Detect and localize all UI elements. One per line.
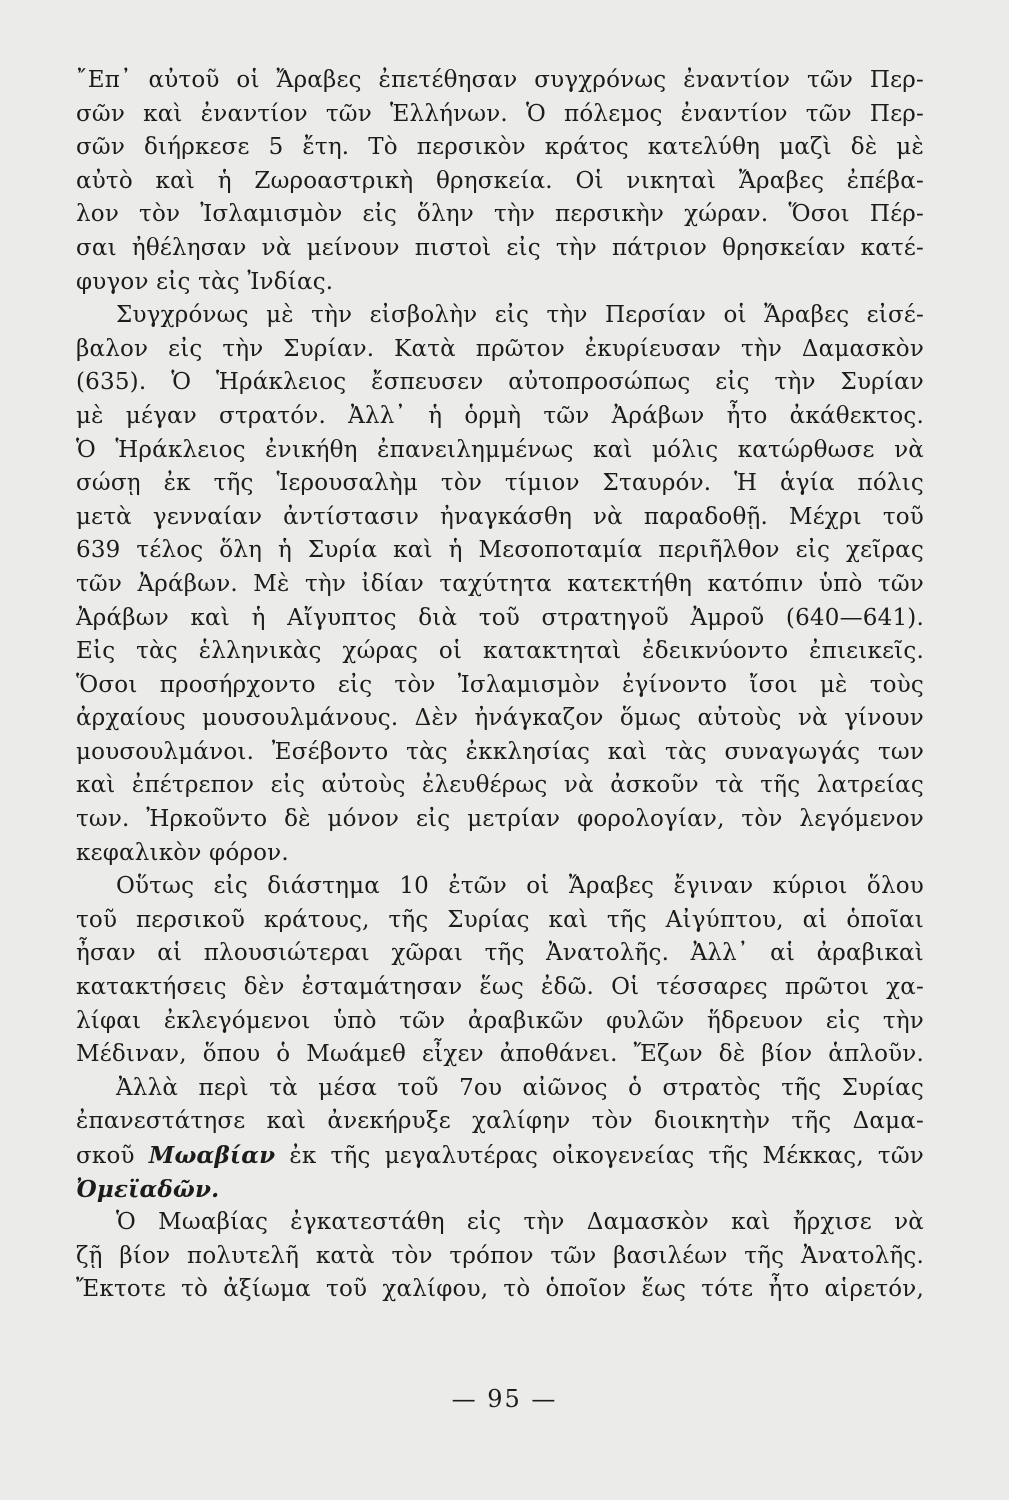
text-line: ἦσαν αἱ πλουσιώτεραι χῶραι τῆς Ἀνατολῆς. Ἀλλ᾽ αἱ ἀραβικαὶ [76,940,924,967]
text-line: ἐπανεστάτησε καὶ ἀνεκήρυξε χαλίφην τὸν διοικητὴν τῆς Δαμα- [76,1108,924,1135]
text-line [76,1139,924,1173]
text-fragment: ἐκ τῆς μεγαλυτέρας οἰκογενείας τῆς Μέκκας, τῶν [289,1143,924,1169]
text-line: μὲ μέγαν στρατόν. Ἀλλ᾽ ἡ ὁρμὴ τῶν Ἀράβων ἦτο ἀκάθεκτος. [76,402,924,429]
text-line: μετὰ γενναίαν ἀντίστασιν ἠναγκάσθη νὰ παραδοθῇ. Μέχρι τοῦ [76,503,924,530]
body-text [76,64,924,1307]
text-line: βαλον εἰς τὴν Συρίαν. Κατὰ πρῶτον ἐκυρίευσαν τὴν Δαμασκὸν [76,335,924,362]
text-line: σῶν διήρκεσε 5 ἔτη. Τὸ περσικὸν κράτος κατελύθη μαζὶ δὲ μὲ [76,134,924,161]
text-line: αὐτὸ καὶ ἡ Ζωροαστρικὴ θρησκεία. Οἱ νικηταὶ Ἄραβες ἐπέβα- [76,167,924,194]
text-line: τοῦ περσικοῦ κράτους, τῆς Συρίας καὶ τῆς Αἰγύπτου, αἱ ὁποῖαι [76,906,924,933]
text-line: Ἀλλὰ περὶ τὰ μέσα τοῦ 7ου αἰῶνος ὁ στρατὸς τῆς Συρίας [116,1074,924,1101]
text-line: Συγχρόνως μὲ τὴν εἰσβολὴν εἰς τὴν Περσίαν οἱ Ἄραβες εἰσέ- [116,302,924,329]
text-line: Ὁ Μωαβίας ἐγκατεστάθη εἰς τὴν Δαμασκὸν καὶ ἤρχισε νὰ [116,1209,924,1236]
text-line: ἀρχαίους μουσουλμάνους. Δὲν ἠνάγκαζον ὅμως αὐτοὺς νὰ γίνουν [76,705,924,732]
text-line: κεφαλικὸν φόρον. [76,839,289,866]
text-line: Ὅσοι προσήρχοντο εἰς τὸν Ἰσλαμισμὸν ἐγίνοντο ἴσοι μὲ τοὺς [76,671,924,698]
text-line: Μέδιναν, ὅπου ὁ Μωάμεθ εἶχεν ἀποθάνει. Ἔζων δὲ βίον ἁπλοῦν. [76,1041,924,1068]
text-line: καὶ ἐπέτρεπον εἰς αὐτοὺς ἐλευθέρως νὰ ἀσκοῦν τὰ τῆς λατρείας [76,772,924,799]
text-line: Εἰς τὰς ἑλληνικὰς χώρας οἱ κατακτηταὶ ἐδεικνύοντο ἐπιεικεῖς. [76,638,924,665]
text-line: Ἔκτοτε τὸ ἀξίωμα τοῦ χαλίφου, τὸ ὁποῖον ἕως τότε ἦτο αἱρετόν, [76,1276,924,1303]
text-line: Ὁ Ἡράκλειος ἐνικήθη ἐπανειλημμένως καὶ μόλις κατώρθωσε νὰ [76,436,924,463]
text-line: Ἀράβων καὶ ἡ Αἴγυπτος διὰ τοῦ στρατηγοῦ Ἀμροῦ (640—641). [76,604,924,631]
text-line: λίφαι ἐκλεγόμενοι ὑπὸ τῶν ἀραβικῶν φυλῶν ἥδρευον εἰς τὴν [76,1007,924,1034]
text-line: ζῇ βίον πολυτελῆ κατὰ τὸν τρόπον τῶν βασιλέων τῆς Ἀνατολῆς. [76,1242,924,1269]
text-line: σαι ἠθέλησαν νὰ μείνουν πιστοὶ εἰς τὴν πάτριον θρησκείαν κατέ- [76,234,924,261]
text-line [76,1173,924,1207]
emphasized-name: Ὀμεϊαδῶν. [76,1175,220,1203]
text-line: των. Ἠρκοῦντο δὲ μόνον εἰς μετρίαν φορολογίαν, τὸν λεγόμενον [76,806,924,833]
text-line: τῶν Ἀράβων. Μὲ τὴν ἰδίαν ταχύτητα κατεκτήθη κατόπιν ὑπὸ τῶν [76,570,924,597]
text-line: μουσουλμάνοι. Ἐσέβοντο τὰς ἐκκλησίας καὶ τὰς συναγωγάς των [76,738,924,765]
text-line: σῶν καὶ ἐναντίον τῶν Ἑλλήνων. Ὁ πόλεμος ἐναντίον τῶν Περ- [76,100,924,127]
page-number: — 95 — [451,1385,558,1413]
emphasized-name: Μωαβίαν [148,1142,276,1169]
text-line: 639 τέλος ὅλη ἡ Συρία καὶ ἡ Μεσοποταμία περιῆλθον εἰς χεῖρας [76,537,924,564]
text-line: σώσῃ ἐκ τῆς Ἱερουσαλὴμ τὸν τίμιον Σταυρόν. Ἡ ἁγία πόλις [76,470,924,497]
text-line: (635). Ὁ Ἡράκλειος ἔσπευσεν αὐτοπροσώπως εἰς τὴν Συρίαν [76,369,924,396]
text-line: λον τὸν Ἰσλαμισμὸν εἰς ὅλην τὴν περσικὴν χώραν. Ὅσοι Πέρ- [76,201,924,228]
text-fragment: σκοῦ [76,1143,135,1169]
text-line: κατακτήσεις δὲν ἐσταμάτησαν ἕως ἐδῶ. Οἱ τέσσαρες πρῶτοι χα- [76,974,924,1001]
text-line: ῎Επ᾽ αὐτοῦ οἱ Ἄραβες ἐπετέθησαν συγχρόνως ἐναντίον τῶν Περ- [76,67,924,93]
text-line: φυγον εἰς τὰς Ἰνδίας. [76,268,334,295]
text-line: Οὕτως εἰς διάστημα 10 ἐτῶν οἱ Ἄραβες ἔγιναν κύριοι ὅλου [116,873,924,900]
